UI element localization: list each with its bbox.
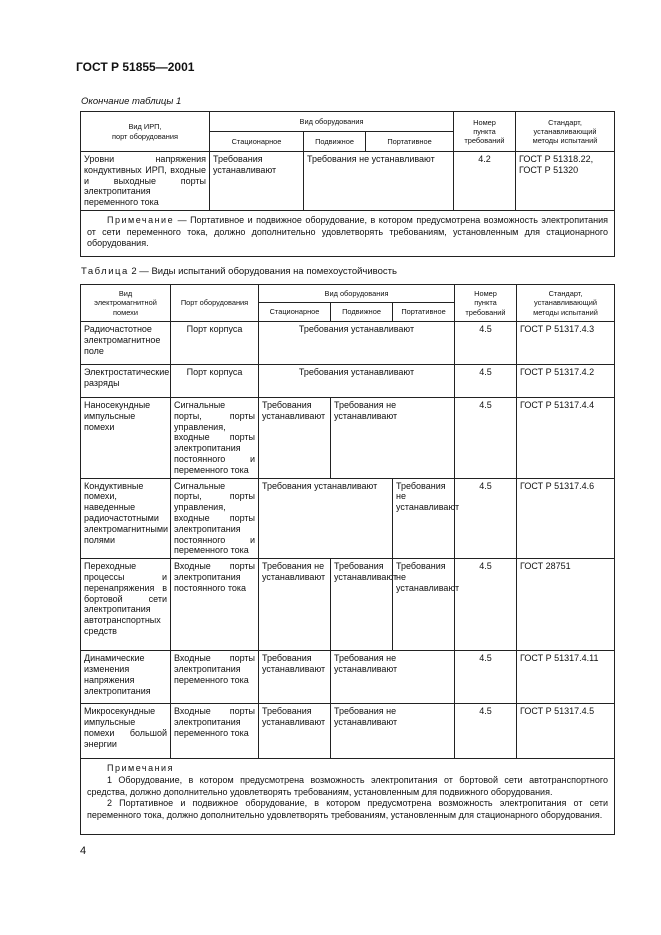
t1-header-stationary: Стационарное [210,132,304,152]
t2-row7-port: Входные порты электропитания переменного тока [171,704,259,759]
table-row [81,478,615,559]
t2-header-equipment-group: Вид оборудования [259,285,455,303]
table-row [81,704,615,759]
t2-row4-kind: Кондуктивные помехи, наведенные радиочастотными электромагнитными полями [81,478,171,559]
table-row [81,398,615,479]
table-1 [80,111,615,257]
t2-row4-standard: ГОСТ Р 51317.4.6 [517,478,615,559]
t1-cell-number: 4.2 [454,152,516,211]
t2-row5-number: 4.5 [455,559,517,651]
t2-row5-port: Входные порты электропитания постоянного тока [171,559,259,651]
table2-caption [81,266,397,277]
t2-row6-standard: ГОСТ Р 51317.4.11 [517,651,615,704]
t2-row2-standard: ГОСТ Р 51317.4.2 [517,365,615,398]
page-number: 4 [80,845,87,857]
t2-notes-label: Примечания [107,763,174,774]
t2-row5-mobile: Требования устанавливают [331,559,393,651]
t2-row3-number: 4.5 [455,398,517,479]
t2-row4-stationary-mobile: Требования устанавливают [259,478,393,559]
t1-header-standard: Стандарт, устанавливающий методы испытаний [516,112,615,152]
t1-header-equipment-group: Вид оборудования [210,112,454,132]
t1-cell-kind: Уровни напряжения кондуктивных ИРП, входные и выходные порты электропитания переменного тока [81,152,210,211]
t2-row2-all: Требования устанавливают [259,365,455,398]
t2-row1-kind: Радиочастотное электромагнитное поле [81,322,171,365]
t2-row4-portable: Требования не устанавливают [393,478,455,559]
t2-row1-all: Требования устанавливают [259,322,455,365]
t2-row4-port: Сигнальные порты, порты управления, входные порты электропитания постоянного и переменного тока [171,478,259,559]
table-row [81,651,615,704]
t1-note [81,210,615,256]
t2-row1-standard: ГОСТ Р 51317.4.3 [517,322,615,365]
table1-caption: Окончание таблицы 1 [81,96,182,107]
t2-row3-kind: Наносекундные импульсные помехи [81,398,171,479]
t1-cell-standard: ГОСТ Р 51318.22, ГОСТ Р 51320 [516,152,615,211]
t2-header-stationary: Стационарное [259,303,331,322]
t2-row6-port: Входные порты электропитания переменного тока [171,651,259,704]
t2-row2-number: 4.5 [455,365,517,398]
t1-header-number: Номер пункта требований [454,112,516,152]
t2-row6-kind: Динамические изменения напряжения электропитания [81,651,171,704]
t2-row3-standard: ГОСТ Р 51317.4.4 [517,398,615,479]
t2-row7-kind: Микросекундные импульсные помехи большой энергии [81,704,171,759]
t2-note-2: 2 Портативное и подвижное оборудование, в котором предусмотрена возможность электропитания от сети переменного тока, должно дополнительно удовлетворять требованиям, установленным для стационарного оборудования. [87,798,608,820]
t2-header-number: Номер пункта требований [455,285,517,322]
t2-row5-standard: ГОСТ 28751 [517,559,615,651]
t1-header-portable: Портативное [366,132,454,152]
t2-row3-stationary: Требования устанавливают [259,398,331,479]
t2-header-kind: Вид электромагнитной помехи [81,285,171,322]
t2-row7-number: 4.5 [455,704,517,759]
table-row [81,322,615,365]
t2-row5-portable: Требования не устанавливают [393,559,455,651]
table2-caption-text: 2 — Виды испытаний оборудования на помехоустойчивость [128,266,397,277]
t1-cell-mobile-portable: Требования не устанавливают [304,152,454,211]
t2-row2-kind: Электростатические разряды [81,365,171,398]
t2-row3-mobile-portable: Требования не устанавливают [331,398,455,479]
t2-header-mobile: Подвижное [331,303,393,322]
t2-row6-stationary: Требования устанавливают [259,651,331,704]
t2-row4-number: 4.5 [455,478,517,559]
t1-header-mobile: Подвижное [304,132,366,152]
t2-row7-stationary: Требования устанавливают [259,704,331,759]
table-row [81,365,615,398]
t2-row1-port: Порт корпуса [171,322,259,365]
t1-note-text: — Портативное и подвижное оборудование, в котором предусмотрена возможность электропитания от сети переменного тока, должно дополнительно удовлетворять требованиям, установленным для стационарного оборудования. [87,214,608,249]
t2-row2-port: Порт корпуса [171,365,259,398]
t2-row1-number: 4.5 [455,322,517,365]
t2-row7-standard: ГОСТ Р 51317.4.5 [517,704,615,759]
t2-row5-kind: Переходные процессы и перенапряжения в бортовой сети электропитания автотранспортных средств [81,559,171,651]
t2-row6-mobile-portable: Требования не устанавливают [331,651,455,704]
t1-header-kind: Вид ИРП, порт оборудования [81,112,210,152]
t2-row3-port: Сигнальные порты, порты управления, входные порты электропитания постоянного и переменного тока [171,398,259,479]
t1-cell-stationary: Требования устанавливают [210,152,304,211]
t2-header-portable: Портативное [393,303,455,322]
document-title: ГОСТ Р 51855—2001 [76,60,195,74]
t2-header-port: Порт оборудования [171,285,259,322]
t2-header-standard: Стандарт, устанавливающий методы испытаний [517,285,615,322]
table-row [81,559,615,651]
t1-note-label: Примечание [107,214,175,225]
t2-row7-mobile-portable: Требования не устанавливают [331,704,455,759]
table-2 [80,284,615,835]
t2-note-1: 1 Оборудование, в котором предусмотрена возможность электропитания от бортовой сети автотранспортного средства, должно дополнительно удовлетворять требованиям, установленным для подвижного оборудования. [87,774,608,797]
t2-notes [81,759,615,835]
t2-row5-stationary: Требования не устанавливают [259,559,331,651]
t2-row6-number: 4.5 [455,651,517,704]
table2-caption-label: Таблица [81,266,129,277]
